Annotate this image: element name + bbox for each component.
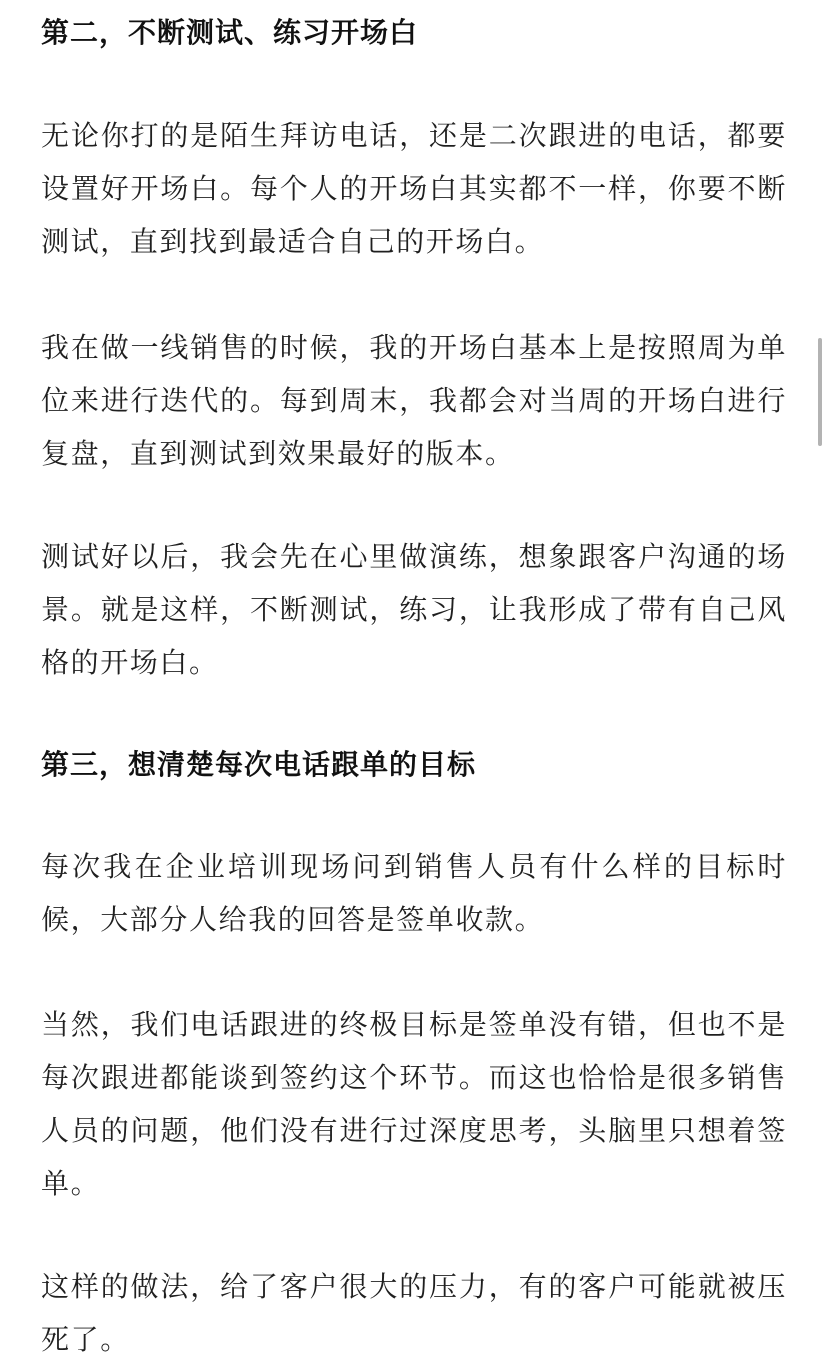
- highlighted-text[interactable]: 无论你打的是陌生拜访电话，还是二次跟进的电话，都要设置好开场白。每个人的开场白其实都不一样，你要不断测试，直到找到最适合自己的开场白。: [41, 119, 787, 261]
- section-heading-3: 第三，想清楚每次电话跟单的目标: [41, 748, 477, 781]
- scrollbar-thumb[interactable]: [818, 338, 822, 446]
- paragraph: 每次我在企业培训现场问到销售人员有什么样的目标时候，大部分人给我的回答是签单收款。: [41, 850, 787, 936]
- paragraph: 测试好以后，我会先在心里做演练，想象跟客户沟通的场景。就是这样，不断测试，练习，让我形成了带有自己风格的开场白。: [41, 540, 787, 679]
- section-heading-2: 第二，不断测试、练习开场白: [41, 16, 419, 49]
- paragraph-highlighted[interactable]: [41, 109, 787, 268]
- paragraph: 这样的做法，给了客户很大的压力，有的客户可能就被压死了。: [41, 1270, 787, 1356]
- paragraph: 当然，我们电话跟进的终极目标是签单没有错，但也不是每次跟进都能谈到签约这个环节。而这也恰恰是很多销售人员的问题，他们没有进行过深度思考，头脑里只想着签单。: [41, 1008, 787, 1200]
- paragraph: 我在做一线销售的时候，我的开场白基本上是按照周为单位来进行迭代的。每到周末，我都会对当周的开场白进行复盘，直到测试到效果最好的版本。: [41, 331, 787, 470]
